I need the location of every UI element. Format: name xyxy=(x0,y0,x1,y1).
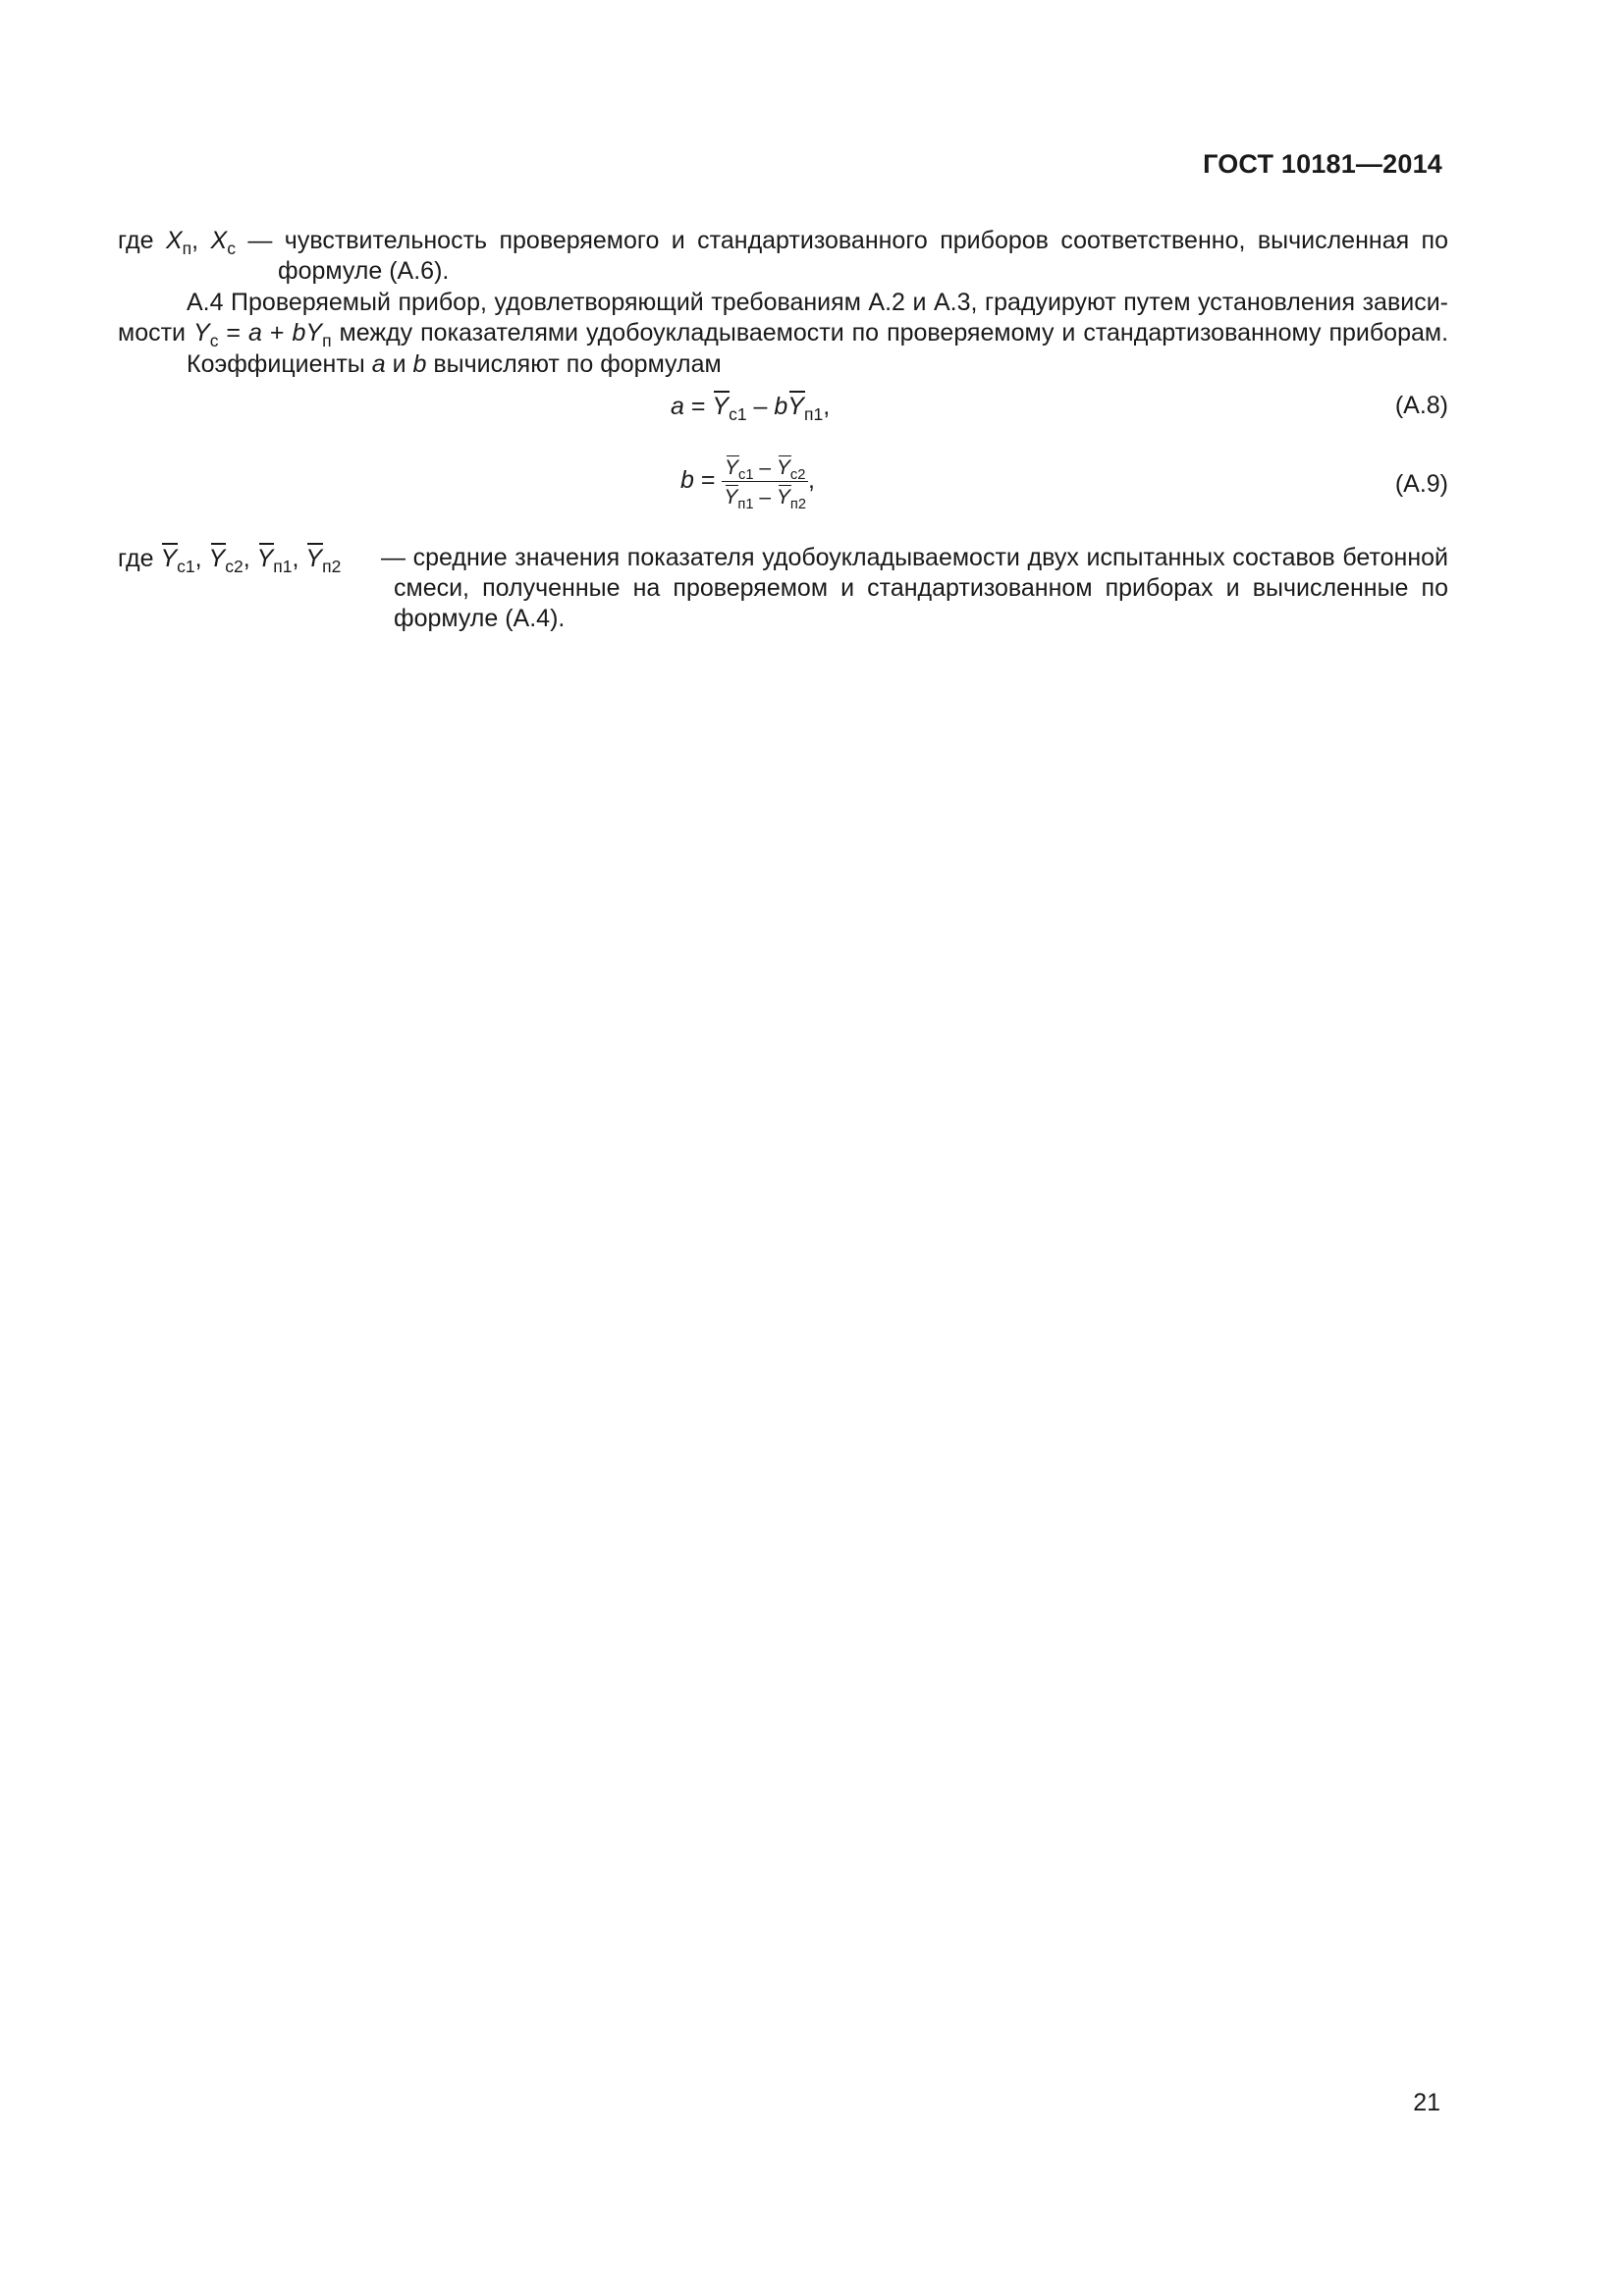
symbol-y: Y xyxy=(193,319,210,347)
where-y-line-3: формуле (А.4). xyxy=(394,605,566,632)
subscript: с xyxy=(227,239,236,259)
y-bar-symbol: Y xyxy=(787,388,804,421)
formula-a9: b = $\frac{Y_{с1} - Y_{с2}}{Y_{п1} - Y_{п2}}$ , xyxy=(680,454,815,509)
equation-number-a9: (А.9) xyxy=(1394,470,1448,498)
where-x-description: — чувствительность проверяемого и стандартизованного приборов соответственно, вычисленная по xyxy=(247,227,1449,254)
subscript: п xyxy=(182,239,192,259)
where-y-symbols: где $Y_{с1}$, $Y_{с2}$, $Y_{п1}$, $Y_{п2}$ xyxy=(118,540,1448,573)
where-y-line-2: смеси, полученные на проверяемом и стандартизованном приборах и вычисленные по xyxy=(394,574,1448,602)
symbol-x: X xyxy=(210,227,228,254)
page-number: 21 xyxy=(1413,2089,1440,2116)
fraction xyxy=(722,454,808,513)
fraction-numerator: $Y_{с1} - Y_{с2}$ xyxy=(722,454,808,482)
formula-a8: $a = Y_{с1} - bY_{п1}$, xyxy=(671,388,830,421)
y-bar-symbol: Y xyxy=(712,388,729,421)
symbol-y: Y xyxy=(305,319,323,347)
where-x-line-2: формуле (А.6). xyxy=(278,257,450,285)
where-prefix: где xyxy=(118,227,154,254)
paragraph-a4-line-3: Коэффициенты a и b вычисляют по формулам xyxy=(187,350,722,378)
separator: , xyxy=(191,227,199,254)
paragraph-a4-line-2: мости $Y_с = a + bY_п$ между показателями удобоукладываемости по проверяемому и стандартизованному приборам. xyxy=(118,319,1449,351)
symbol-x: X xyxy=(165,227,183,254)
paragraph-a4-line-1: А.4 Проверяемый прибор, удовлетворяющий требованиям А.2 и А.3, градуируют путем установления зависи- xyxy=(187,289,1448,316)
document-id-header: ГОСТ 10181—2014 xyxy=(1203,149,1442,179)
fraction-denominator: $Y_{п1} - Y_{п2}$ xyxy=(722,482,808,509)
equation-number-a8: (А.8) xyxy=(1394,392,1448,419)
where-x-line-1 xyxy=(118,226,1449,259)
where-y-line-1: — средние значения показателя удобоукладываемости двух испытанных составов бетонной xyxy=(381,544,1448,571)
